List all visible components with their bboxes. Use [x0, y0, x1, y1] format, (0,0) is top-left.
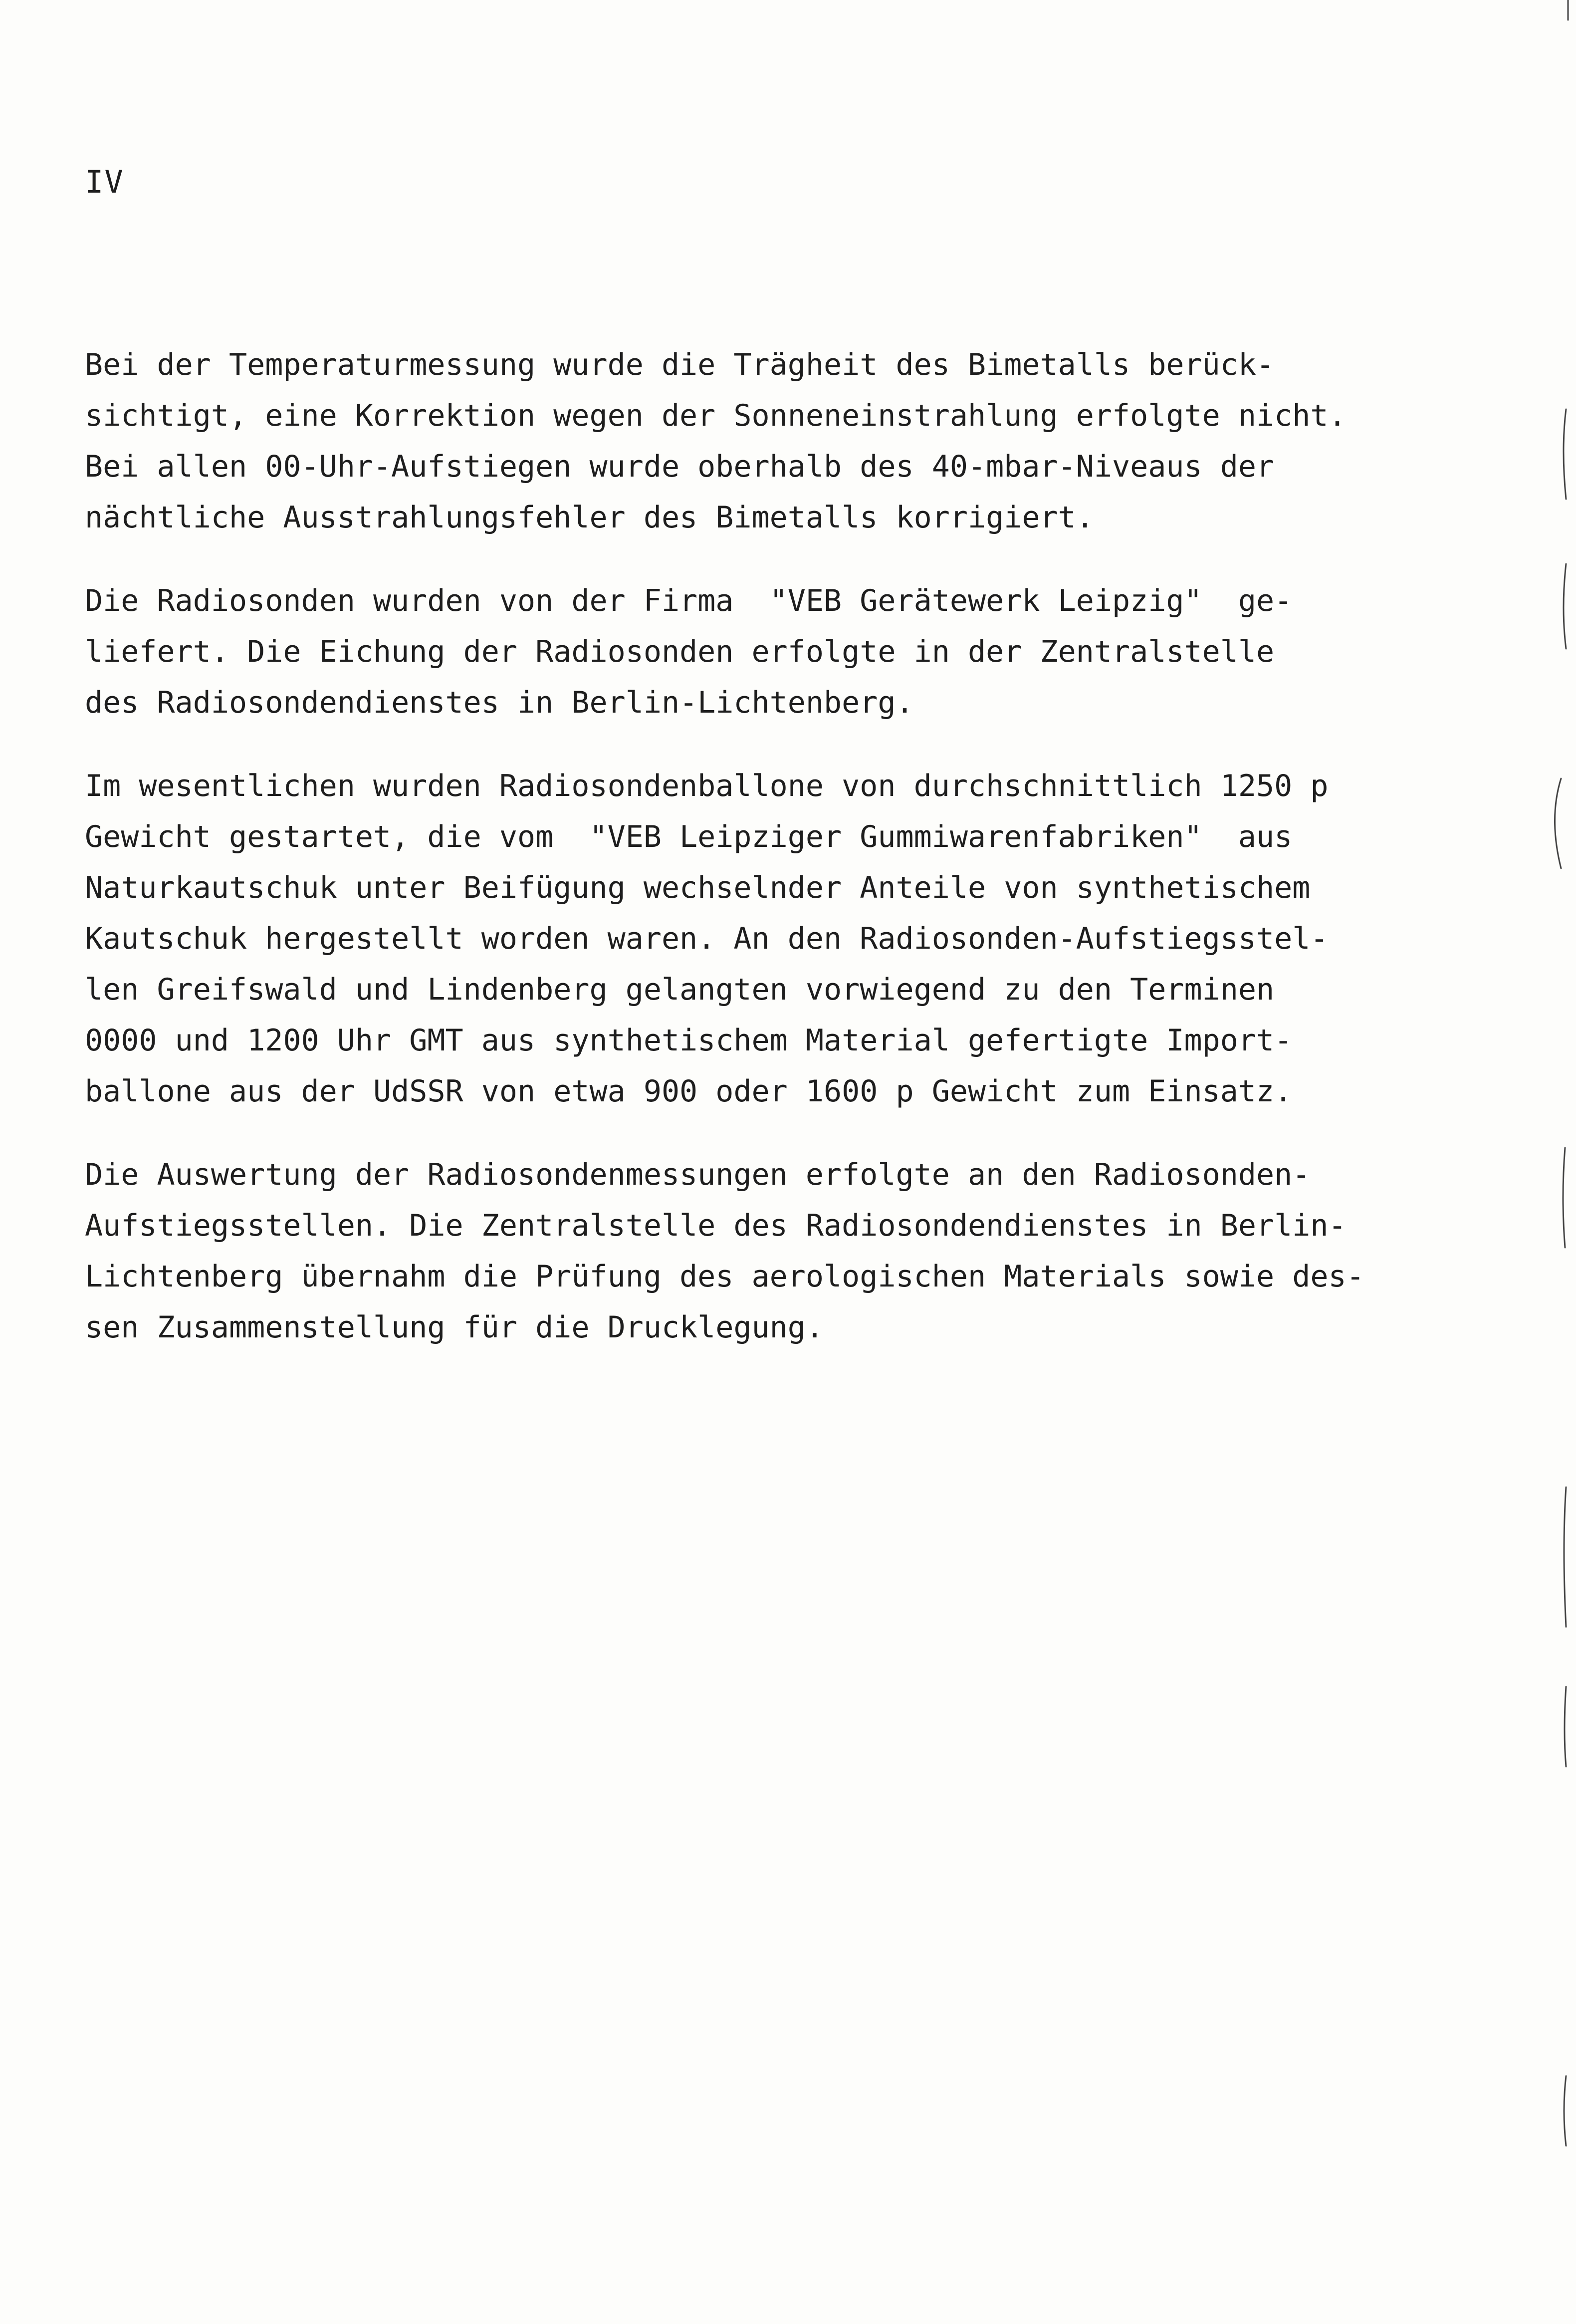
text-line: Bei der Temperaturmessung wurde die Trägheit des Bimetalls berück-: [85, 347, 1275, 382]
text-line: liefert. Die Eichung der Radiosonden erfolgte in der Zentralstelle: [85, 634, 1275, 669]
paragraph-evaluation: [85, 1149, 1364, 1353]
text-line: Die Auswertung der Radiosondenmessungen erfolgte an den Radiosonden-: [85, 1157, 1311, 1192]
text-line: sichtigt, eine Korrektion wegen der Sonneneinstrahlung erfolgte nicht.: [85, 398, 1347, 433]
paragraph-balloons: [85, 761, 1332, 1117]
text-line: Im wesentlichen wurden Radiosondenballone von durchschnittlich 1250 p: [85, 769, 1329, 803]
text-line: Aufstiegsstellen. Die Zentralstelle des Radiosondendienstes in Berlin-: [85, 1208, 1347, 1243]
text-line: 0000 und 1200 Uhr GMT aus synthetischem Material gefertigte Import-: [85, 1023, 1293, 1058]
body-text: [85, 339, 1364, 1385]
text-line: sen Zusammenstellung für die Drucklegung.: [85, 1310, 824, 1345]
text-line: Bei allen 00-Uhr-Aufstiegen wurde oberhalb des 40-mbar-Niveaus der: [85, 449, 1275, 484]
text-line: Kautschuk hergestellt worden waren. An den Radiosonden-Aufstiegsstel-: [85, 921, 1329, 956]
text-line: des Radiosondendienstes in Berlin-Lichtenberg.: [85, 685, 914, 720]
text-line: ballone aus der UdSSR von etwa 900 oder 1600 p Gewicht zum Einsatz.: [85, 1074, 1293, 1109]
text-line: len Greifswald und Lindenberg gelangten vorwiegend zu den Terminen: [85, 972, 1275, 1007]
text-line: Die Radiosonden wurden von der Firma "VEB Gerätewerk Leipzig" ge-: [85, 583, 1293, 618]
scan-edge-marks: [1546, 0, 1576, 2324]
paragraph-temperature-measurement: [85, 339, 1347, 543]
page-number: IV: [85, 164, 124, 200]
paragraph-radiosonde-supplier: [85, 575, 1332, 728]
text-line: Naturkautschuk unter Beifügung wechselnder Anteile von synthetischem: [85, 870, 1311, 905]
text-line: nächtliche Ausstrahlungsfehler des Bimetalls korrigiert.: [85, 500, 1094, 535]
text-line: Gewicht gestartet, die vom "VEB Leipziger Gummiwarenfabriken" aus: [85, 819, 1293, 854]
text-line: Lichtenberg übernahm die Prüfung des aerologischen Materials sowie des-: [85, 1259, 1364, 1294]
